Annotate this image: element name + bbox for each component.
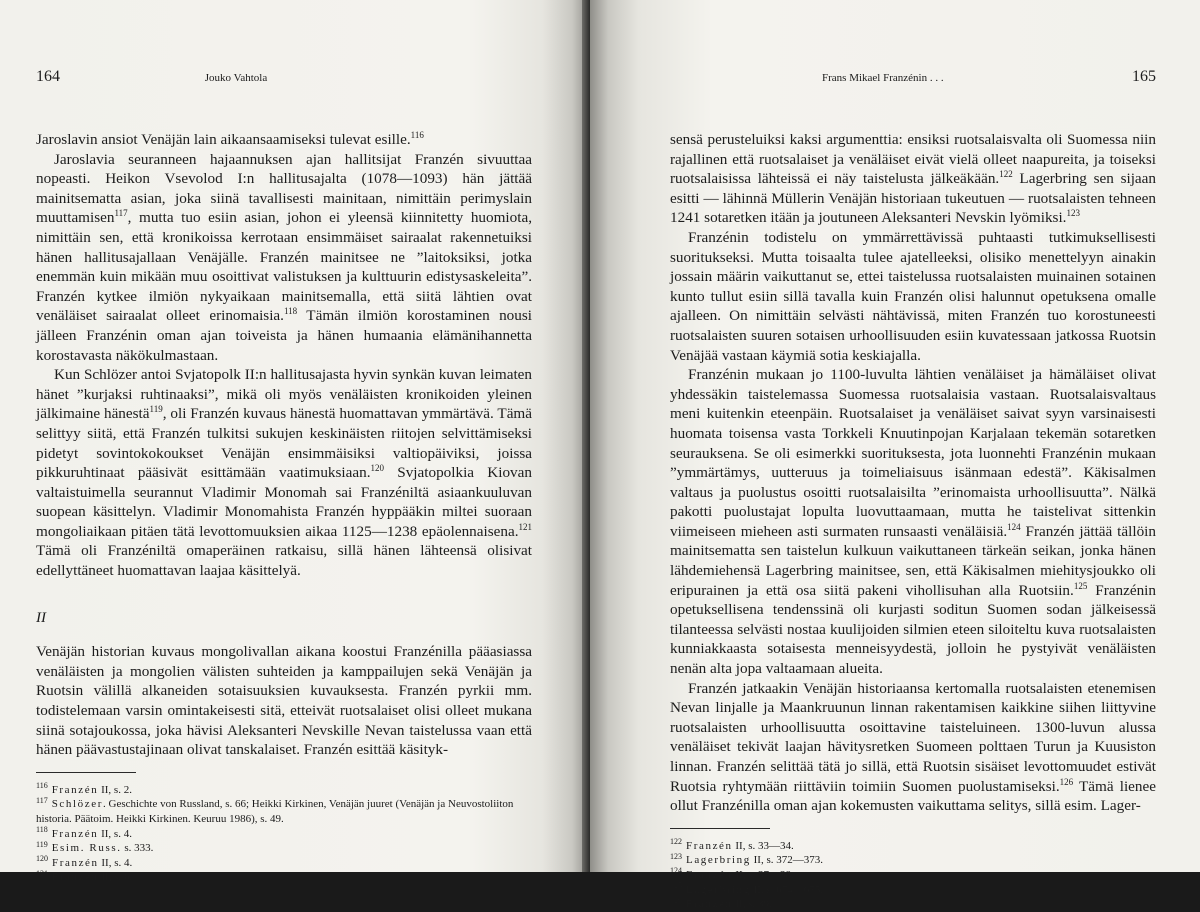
footnote-text: II, s. 37—38. — [732, 868, 794, 881]
footnote-reference: 118 — [283, 306, 298, 317]
footnote — [36, 870, 532, 885]
footnote-author: Franzén — [686, 868, 733, 881]
footnote-reference: 121 — [518, 521, 532, 532]
footnote-author: Franzén — [686, 839, 733, 852]
footnote-reference: 125 — [1073, 580, 1088, 591]
footnote-text: II, s. 4. — [98, 856, 133, 869]
footnote-author: Lagerbring — [686, 854, 751, 867]
footnote-author: Franzén — [51, 827, 99, 840]
footnote-text: II, s. 674—675. — [750, 883, 823, 896]
text-run: Jaroslavia seuranneen hajaannuksen ajan hallitsijat Franzén sivuuttaa nopeasti. Heikon Vsevolod I:n hallitusajalta (1078—1093) hän jättää mainitsematta asian, joka siinä tavallisesti mainitaan, nimittäin perimyslain muuttamisen — [36, 150, 532, 227]
text-run: Tämän ilmiön korostaminen nousi jälleen Franzénin oman ajan toiveista ja hänen humaania elämänihannetta korostavasta näkökulmastaan. — [36, 307, 532, 364]
footnote — [670, 839, 1156, 854]
section-heading: II — [36, 608, 47, 626]
text-run: Venäjän historian kuvaus mongolivallan aikana koostui Franzénilla pääasiassa venäläisten ja mongolien välisten suhteiden ja kamppailujen sekä Venäjän ja Ruotsin välillä alkaneiden sotaisuuksien kuvauksesta. Franzén pyrkii mm. todistelemaan varsin omintakeisesti sitä, etteivät ruotsalaiset olisi olleet mukana siinä sotajoukossa, joka hävisi Aleksanteri Nevskille Nevan taistelussa vaan että hänen päävastustajinaan olivat tanskalaiset. Franzén esittää käsityk- — [36, 643, 532, 759]
footnote-number: 124 — [670, 866, 682, 876]
footnote-number: 119 — [36, 839, 48, 849]
left-page — [0, 0, 590, 884]
text-run: Tämä lienee ollut Franzénilla oman ajan kokemusten vaikuttama selitys, sillä esim. Lager- — [670, 777, 1156, 815]
left-running-title: Jouko Vahtola — [204, 72, 268, 84]
footnote — [36, 783, 532, 798]
text-run: Franzénin mukaan jo 1100-luvulta lähtien venäläiset ja hämäläiset olivat yhdessäkin taistelemassa Suomessa ruotsalaisia vastaan. Ruotsalaisvaltaus meni kuitenkin eteenpäin. Ruotsalaiset ja venäläiset saivat syyn varsinaisesti huomata toisensa vasta Torkkeli Knuutinpojan Karjalaan tekemän sotaretken seurauksena. Se oli esimerkki suorituksesta, jota luonnehti Franzénin mukaan ”ymmärtämys, uutteruus ja toimeliaisuus isänmaan edestä”. Käkisalmen valtaus ja puolustus osoitti ruotsalaisilta ”erinomaista urhoollisuutta”. Nälkä pakotti puolustajat lopulta luovuttaamaan, mutta he taistelivat sittenkin viimeiseen mieheen asti surmaten runsaasti venäläisiä. — [670, 366, 1156, 540]
footnote — [36, 797, 532, 826]
footnote-text: II, s. 39. — [732, 898, 772, 911]
footnote-author: Lagerbring — [686, 883, 751, 896]
text-run: Svjatopolkia Kiovan valtaistuimella seurannut Vladimir Monomah sai Franzéniltä asiaankuuluvan suopean käsittelyn. Vladimir Monomahista Franzén hyppääkin miltei suoraan mongoliaikaan pitäen tätä levottomuuksien aikaa 1125—1238 epäolennaisena. — [36, 464, 532, 540]
right-page — [590, 0, 1200, 911]
left-footnote-rule — [36, 772, 136, 773]
text-run: Tämä oli Franzéniltä omaperäinen ratkaisu, sillä hänen lähteensä olisivat edellyttäneet huomattavan laajaa käsittelyä. — [36, 542, 532, 580]
right-footnotes — [670, 839, 1156, 912]
right-footnote-rule — [670, 828, 770, 829]
paragraph — [670, 228, 1156, 365]
footnote-text: II, s. 4. — [98, 827, 132, 840]
text-run: Franzén jättää tällöin mainitsematta sen taistelun kulkuun vaikuttaneen tärkeän seikan, jonka hänen lähdemiehensä Lagerbring mainitsee, sen, että Käkisalmen miehitysjoukko oli eripurainen ja että osa siitä pakeni vihollisuhan alla Ruotsiin. — [670, 522, 1156, 599]
footnote-author: Esim. Russ. — [51, 842, 122, 855]
left-page-number: 164 — [36, 68, 60, 85]
footnote-text: . Geschichte von Russland, s. 66; Heikki Kirkinen, Venäjän juuret (Venäjän ja Neuvostoliiton historia. Päätoim. Heikki Kirkinen. Keuruu 1986), s. 49. — [36, 798, 514, 825]
text-run: Franzénin todistelu on ymmärrettävissä puhtaasti tutkimuksellisesti suoritukseksi. Mutta toisaalta tulee ajatelleeksi, olisiko menettelyyn ainakin jossain määrin vaikuttanut se, ettei taistelussa ruotsalaisten muinainen sotainen kunto tullut esiin sillä tavalla kuin Franzén olisi halunnut opetuksena omalle ajalleen. On nimittäin selvästi nähtävissä, miten Franzén tuo korostuneesti ruotsalaisten suuren sotaisen urhoollisuuden esiin kuvatessaan jatkossa Ruotsin Venäjää vastaan käymiä sotia keskiajalla. — [670, 228, 1156, 364]
footnote-text: II, s. 2. — [98, 783, 132, 796]
footnote-reference: 126 — [1059, 776, 1074, 787]
footnote-number: 118 — [36, 824, 48, 834]
footnote-author: Franzén — [686, 898, 733, 911]
footnote — [36, 824, 532, 842]
paragraph — [670, 365, 1156, 679]
footnote-author: Franzén — [51, 783, 99, 796]
paragraph — [36, 130, 532, 150]
paragraph — [670, 679, 1156, 816]
footnote-reference: 116 — [410, 129, 424, 140]
right-running-head — [670, 68, 1156, 88]
text-run: , oli Franzén kuvaus hänestä huomattavan ymmärtävä. Tämä selittyy siitä, että Franzén tulkitsi sukujen keskinäisten riitojen selvittämiseksi pidetyt sovintokokoukset Venäjän ensimmäisiksi valtiopäiviksi, joissa pikkuruhtinaat pääsivät esittämään vaatimuksiaan. — [36, 405, 532, 482]
footnote — [670, 868, 1156, 883]
text-run: Kun Schlözer antoi Svjatopolk II:n hallitusajasta hyvin synkän kuvan leimaten hänet ”kurjaksi ruhtinaaksi”, mikä oli myös venäläisten kronikoiden yleinen jälkimaine hänestä — [36, 366, 532, 423]
footnote — [36, 856, 532, 871]
footnote-number: 125 — [670, 880, 682, 890]
footnote — [670, 897, 1156, 912]
footnote-reference: 122 — [999, 169, 1013, 180]
footnote-number: 121 — [36, 868, 48, 878]
footnote — [670, 853, 1156, 868]
paragraph — [36, 642, 532, 760]
footnote-text: II, s. 33—34. — [732, 839, 794, 852]
footnote — [36, 841, 532, 856]
text-run: Lagerbring sen sijaan esitti — lähinnä Müllerin Venäjän historiaan tukeutuen — ruotsalaisten tehneen 1241 sotaretken itään ja joutuneen Aleksanteri Nevskin lyömiksi. — [670, 170, 1157, 227]
footnote-number: 120 — [36, 854, 48, 864]
left-footnotes — [36, 783, 532, 885]
right-page-number: 165 — [1132, 68, 1156, 85]
left-running-head — [36, 68, 532, 88]
text-run: Franzénin opetuksellisena tendenssinä oli kurjasti soditun Suomen sodan jälkeisessä tilanteessa selvästi nostaa kuulijoiden silmien eteen siloiteltu kuva ruotsalaisten kunniakkaasta sotaisesta menneisyydestä, jolloin he pystyivät venäläisten nenän alta jopa valtaamaan alueita. — [670, 581, 1156, 678]
footnote-text: II, s. 6. — [98, 871, 133, 884]
paragraph — [36, 365, 532, 581]
left-body-text — [36, 130, 532, 581]
footnote-number: 122 — [670, 837, 682, 847]
paragraph — [36, 150, 532, 366]
footnote-number: 117 — [36, 795, 48, 805]
footnote-number: 123 — [670, 851, 682, 861]
footnote-reference: 117 — [114, 208, 128, 219]
footnote-reference: 120 — [370, 463, 385, 474]
footnote-author: Schlözer — [51, 798, 103, 811]
right-body-text — [670, 130, 1156, 816]
text-run: sensä perusteluiksi kaksi argumenttia: ensiksi ruotsalaisvalta oli Suomessa niin rajallinen että ruotsalaiset ja venäläiset eivät vielä olleet naapureita, ja toiseksi ruotsalaisissa lähteissä ei näy taistelusta jälkeäkään. — [670, 131, 1156, 188]
text-run: Franzén jatkaakin Venäjän historiaansa kertomalla ruotsalaisten etenemisen Nevan linjalle ja Maankruunun linnan rakentamisen kaikkine siihen liittyvine ruotsalaisten urhoollisuutta osoittavine taisteluineen. 1300-luvun alussa venäläiset tekivät laajan hävitysretken Suomeen polttaen Turun ja Kuusiston linnan. Franzén selittää tätä jo sillä, että Ruotsin sisäiset levottomuudet estivät Ruotsia ryhtymään riittäviin toimiin Suomen puolustamiseksi. — [670, 679, 1156, 795]
text-run: Jaroslavin ansiot Venäjän lain aikaansaamiseksi tulevat esille. — [36, 131, 411, 148]
footnote-text: s. 333. — [121, 842, 154, 855]
footnote-reference: 124 — [1007, 521, 1021, 532]
footnote-number: 116 — [36, 781, 48, 791]
right-running-title: Frans Mikael Franzénin . . . — [822, 72, 944, 84]
footnote — [670, 880, 1156, 898]
text-run: , mutta tuo esiin asian, johon ei yleensä kiinnitetty huomiota, nimittäin sen, että kronikoissa kerrotaan ensimmäiset sairaalat rakennetuiksi hänen hallitusajallaan Venäjälle. Franzén mainitsee ne ”laitoksiksi, jotka enemmän kuin mikään muu osoittivat valistuksen ja kulttuurin edistysaskeleita”. Franzén kytkee ilmiön nykyaikaan mainitsemalla, että siitä lähtien ovat venäläiset sairaalat olleet erinomaisia. — [36, 209, 532, 325]
footnote-reference: 119 — [149, 404, 163, 415]
footnote-reference: 123 — [1066, 208, 1080, 219]
paragraph — [670, 130, 1156, 228]
footnote-text: II, s. 372—373. — [750, 854, 823, 867]
left-body-text-continued — [36, 642, 532, 760]
footnote-number: 126 — [670, 895, 682, 905]
footnote-author: Franzén — [52, 871, 99, 884]
footnote-author: Franzén — [52, 856, 99, 869]
